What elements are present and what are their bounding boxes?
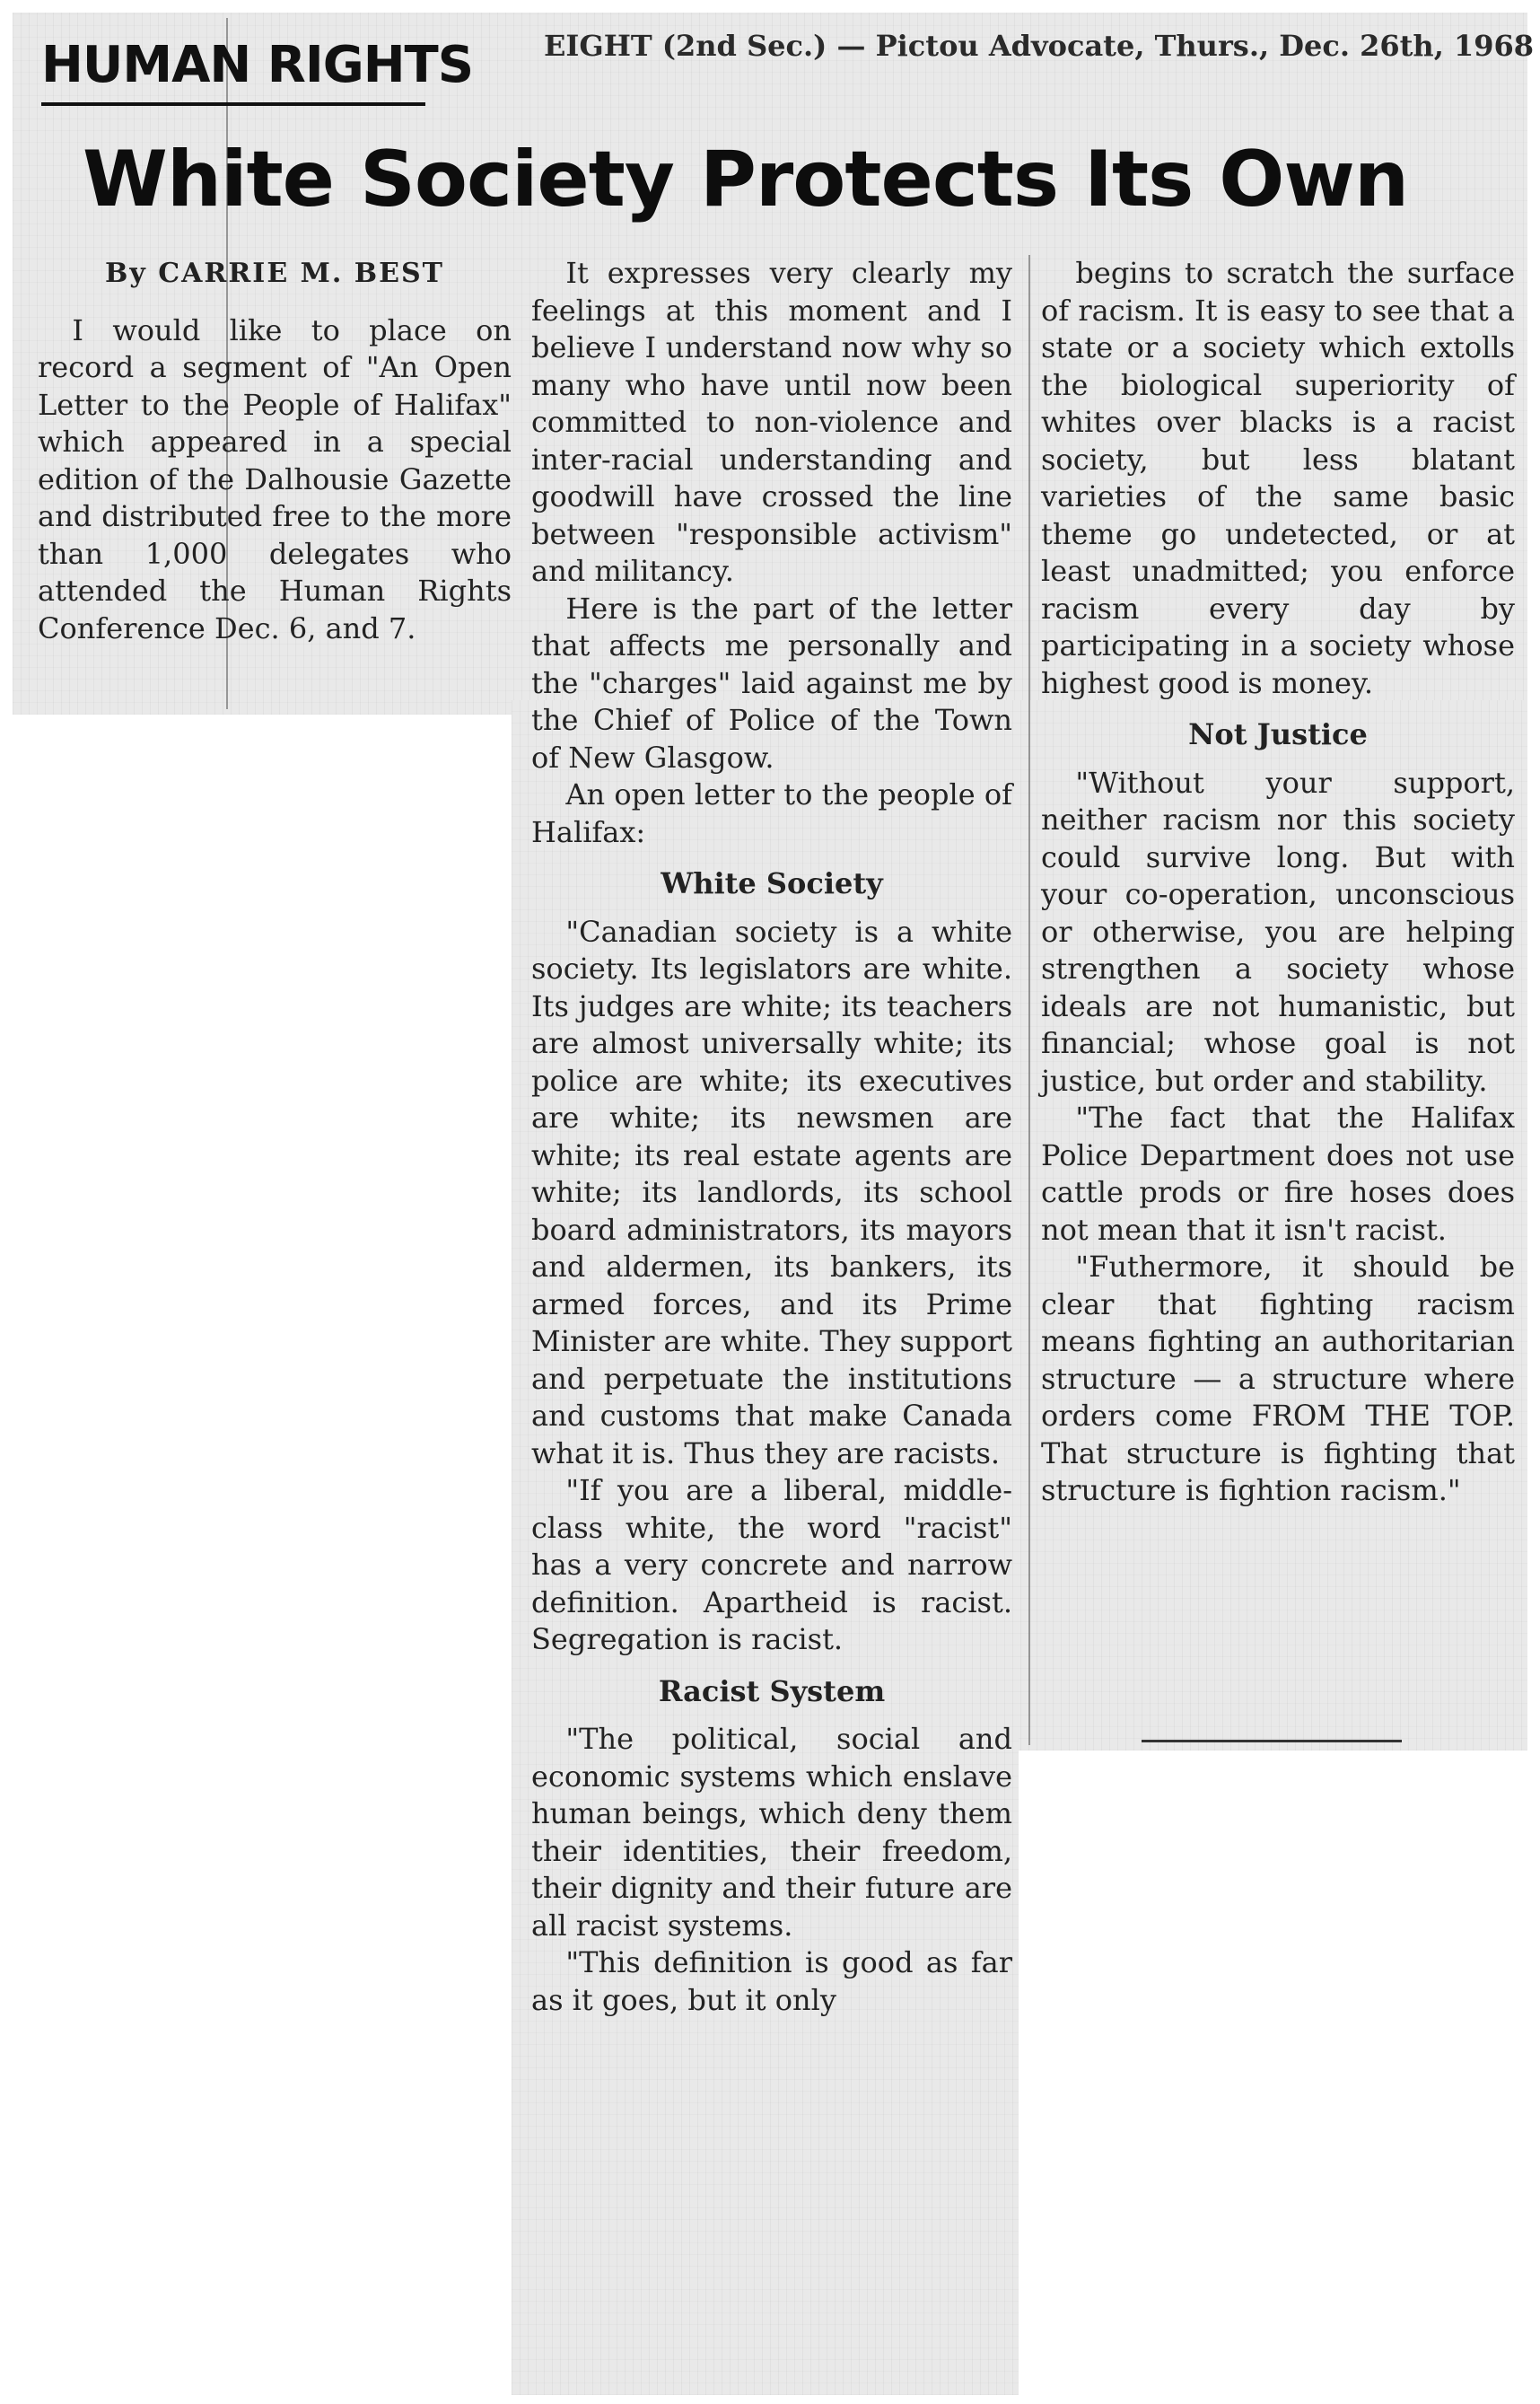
subhead-white-society: White Society (661, 866, 883, 900)
subhead-racist-system: Racist System (658, 1673, 886, 1708)
col2-body-part3 (531, 1721, 1012, 2019)
article-paragraph: "Futhermore, it should be clear that fighting racism means fighting an authoritarian structure — a structure where orders come FROM THE TOP. That structure is fighting that structure is fightion racism." (1041, 1250, 1515, 1507)
article-paragraph: "This definition is good as far as it goes, but it only (531, 1945, 1012, 2017)
article-paragraph: "The fact that the Halifax Police Department does not use cattle prods or fire hoses does not mean that it isn't racist. (1041, 1101, 1515, 1247)
article-paragraph: "Without your support, neither racism nor this society could survive long. But with your co-operation, unconscious or otherwise, you are helping strengthen a society whose ideals are not humanistic, but financial; whose goal is not justice, but order and stability. (1041, 765, 1515, 1098)
section-label: HUMAN RIGHTS (41, 36, 474, 94)
article-headline: White Society Protects Its Own (83, 135, 1409, 224)
col1-body (38, 312, 512, 648)
subhead-not-justice: Not Justice (1188, 717, 1368, 751)
column-fold-line (1028, 255, 1030, 1745)
article-end-rule (1142, 1740, 1402, 1742)
article-column-1 (38, 255, 512, 647)
col2-body-part1 (531, 255, 1012, 851)
article-paragraph: "If you are a liberal, middle-class white, the word "racist" has a very concrete and narrow definition. Apartheid is racist. Segregation is racist. (531, 1473, 1012, 1656)
article-paragraph: begins to scratch the surface of racism. It is easy to see that a state or a society which extolls the biological superiority of whites over blacks is a racist society, but less blatant varieties of the same basic theme go undetected, or at least unadmitted; you enforce racism every day by participating in a society whose highest good is money. (1041, 256, 1515, 700)
article-column-3 (1041, 255, 1515, 1510)
article-paragraph: "The political, social and economic systems which enslave human beings, which deny them their identities, their freedom, their dignity and their future are all racist systems. (531, 1722, 1012, 1943)
section-label-underline (41, 102, 425, 106)
article-paragraph: It expresses very clearly my feelings at this moment and I believe I understand now why so many who have until now been committed to non-violence and inter-racial understanding and goodwill have crossed the line between "responsible activism" and militancy. (531, 256, 1012, 588)
article-paragraph: "Canadian society is a white society. Its legislators are white. Its judges are white; its teachers are almost universally white; its police are white; its executives are white; its newsmen are white; its real estate agents are white; its landlords, its school board administrators, its mayors and aldermen, its bankers, its armed forces, and its Prime Minister are white. They support and perpetuate the institutions and customs that make Canada what it is. Thus they are racists. (531, 914, 1012, 1470)
article-paragraph: I would like to place on record a segment of "An Open Letter to the People of Halifax" which appeared in a special edition of the Dalhousie Gazette and distributed free to the more than 1,000 delegates who attended the Human Rights Conference Dec. 6, and 7. (38, 312, 512, 645)
page-folio: EIGHT (2nd Sec.) — Pictou Advocate, Thurs., Dec. 26th, 1968 (544, 29, 1535, 63)
col3-body-part1 (1041, 255, 1515, 702)
col3-body-part2 (1041, 765, 1515, 1510)
byline: By CARRIE M. BEST (105, 258, 444, 289)
article-column-2 (531, 255, 1012, 2019)
article-paragraph: An open letter to the people of Halifax: (531, 777, 1012, 849)
article-paragraph: Here is the part of the letter that affects me personally and the "charges" laid against me by the Chief of Police of the Town of New Glasgow. (531, 591, 1012, 775)
col2-body-part2 (531, 914, 1012, 1659)
